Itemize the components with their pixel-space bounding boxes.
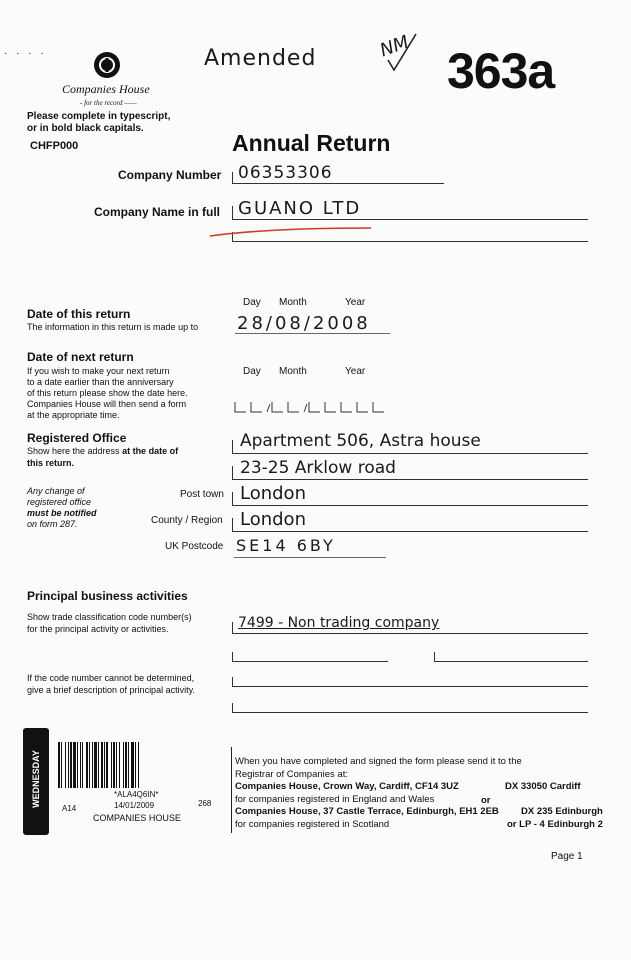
post-town-value[interactable]: London — [240, 483, 306, 504]
barcode — [58, 742, 214, 788]
initials: NM — [377, 31, 412, 62]
change-of-office-note: Any change of registered office must be notified on form 287. — [27, 486, 97, 529]
form-number: 363a — [447, 43, 555, 99]
logo-tagline: - for the record —— — [80, 99, 137, 107]
date-of-return-sub: The information in this return is made up to — [27, 322, 199, 332]
postcode-label: UK Postcode — [165, 541, 224, 552]
county-value[interactable]: London — [240, 509, 306, 530]
next-return-date-boxes[interactable] — [234, 400, 394, 414]
postcode-value[interactable]: SE14 6BY — [236, 536, 336, 555]
next-col-month: Month — [279, 366, 307, 377]
barcode-bar — [65, 742, 66, 788]
stamp-number: 268 — [198, 799, 212, 808]
stamp-tray: A14 — [62, 804, 77, 813]
day-stamp — [23, 728, 49, 835]
checkmark-icon — [384, 30, 418, 74]
edinburgh-for: for companies registered in Scotland — [235, 819, 390, 830]
instruction-line-1: Please complete in typescript, — [27, 111, 171, 122]
edinburgh-address: Companies House, 37 Castle Terrace, Edinburgh, EH1 2EB — [235, 806, 499, 817]
date-of-return-heading: Date of this return — [27, 307, 131, 321]
barcode-bar — [116, 742, 117, 788]
post-town-label: Post town — [180, 489, 224, 500]
company-name-value[interactable]: GUANO LTD — [238, 198, 362, 219]
company-number-label: Company Number — [118, 168, 222, 182]
next-col-day: Day — [243, 366, 261, 377]
barcode-bar — [131, 742, 134, 788]
barcode-bar — [58, 742, 60, 788]
date-of-return-value[interactable]: 28/08/2008 — [237, 313, 371, 334]
return-col-year: Year — [345, 297, 366, 308]
ref-code: CHFP000 — [30, 140, 79, 152]
company-name-label: Company Name in full — [94, 205, 221, 219]
undetermined-line-1: If the code number cannot be determined, — [27, 673, 195, 683]
edinburgh-dx: DX 235 Edinburgh — [521, 806, 603, 817]
next-return-heading: Date of next return — [27, 350, 134, 364]
registered-office-sub-2: this return. — [27, 458, 75, 468]
logo-text: Companies House — [62, 82, 150, 96]
stray-marks: · · · · — [4, 48, 47, 59]
barcode-bar — [68, 742, 69, 788]
address-line-1[interactable]: Apartment 506, Astra house — [240, 431, 481, 451]
barcode-bar — [106, 742, 108, 788]
amended-note: Amended — [204, 46, 317, 71]
or-separator: or — [481, 795, 491, 806]
barcode-bar — [89, 742, 90, 788]
barcode-bar — [104, 742, 105, 788]
barcode-bar — [111, 742, 112, 788]
registered-office-heading: Registered Office — [27, 431, 127, 445]
barcode-bar — [70, 742, 72, 788]
instruction-line-2: or in bold black capitals. — [27, 123, 144, 134]
company-number-value[interactable]: 06353306 — [238, 163, 333, 183]
barcode-bar — [135, 742, 136, 788]
edinburgh-lp: or LP - 4 Edinburgh 2 — [507, 819, 603, 830]
barcode-bar — [138, 742, 139, 788]
red-underline-mark — [208, 224, 373, 240]
business-heading: Principal business activities — [27, 589, 188, 603]
cardiff-dx: DX 33050 Cardiff — [505, 781, 581, 792]
cardiff-address: Companies House, Crown Way, Cardiff, CF14 3UZ — [235, 781, 459, 792]
barcode-bar — [101, 742, 103, 788]
barcode-bar — [98, 742, 99, 788]
barcode-bar — [77, 742, 78, 788]
barcode-bar — [92, 742, 93, 788]
next-return-instructions: If you wish to make your next return to a date earlier than the anniversary of this return please show the date here. Companies House will then send a form at the appropriate time. — [27, 366, 188, 420]
county-label: County / Region — [151, 515, 223, 526]
stamp-date: 14/01/2009 — [114, 801, 155, 810]
footer-intro: When you have completed and signed the form please send it to the Registrar of Companies at: — [235, 756, 522, 780]
barcode-bar — [113, 742, 115, 788]
barcode-bar — [73, 742, 76, 788]
barcode-bar — [86, 742, 88, 788]
barcode-bar — [123, 742, 124, 788]
business-sub-2: for the principal activity or activities. — [27, 624, 169, 634]
address-line-2[interactable]: 23-25 Arklow road — [240, 458, 396, 478]
companies-house-logo-icon — [94, 52, 120, 78]
return-col-month: Month — [279, 297, 307, 308]
barcode-bar — [125, 742, 127, 788]
cardiff-for: for companies registered in England and Wales — [235, 794, 435, 805]
barcode-bar — [61, 742, 62, 788]
registered-office-sub: Show here the address at the date of — [27, 446, 179, 456]
next-col-year: Year — [345, 366, 366, 377]
barcode-bar — [119, 742, 120, 788]
stamp-code: *ALA4Q6IN* — [114, 790, 159, 799]
stamp-issuer: COMPANIES HOUSE — [93, 813, 181, 823]
barcode-bar — [94, 742, 97, 788]
barcode-bar — [128, 742, 129, 788]
barcode-bar — [80, 742, 81, 788]
business-sub-1: Show trade classification code number(s) — [27, 612, 192, 622]
page-title: Annual Return — [232, 130, 391, 156]
return-col-day: Day — [243, 297, 261, 308]
barcode-bar — [82, 742, 83, 788]
day-stamp-text: WEDNESDAY — [31, 750, 41, 808]
page-number: Page 1 — [551, 851, 583, 862]
business-code-value[interactable]: 7499 - Non trading company — [238, 615, 440, 631]
footer-divider — [231, 747, 232, 833]
undetermined-line-2: give a brief description of principal activity. — [27, 685, 195, 695]
